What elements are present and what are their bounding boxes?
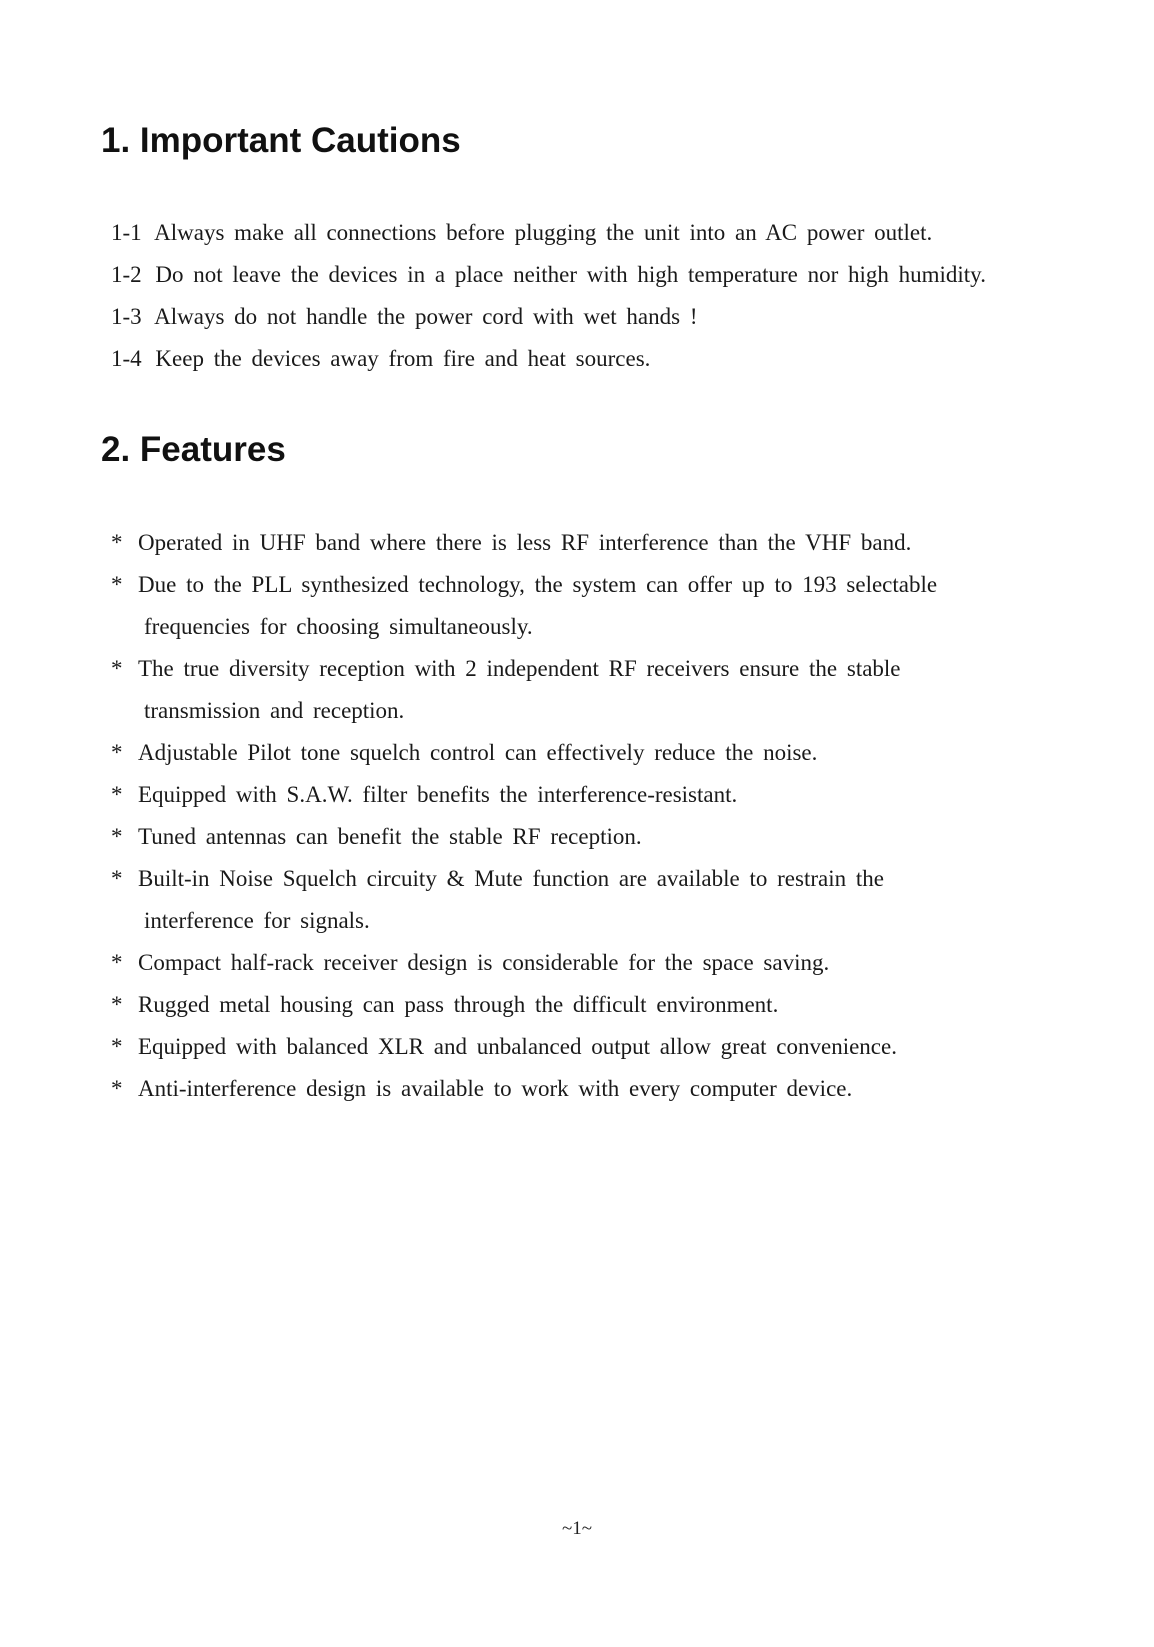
feature-item bbox=[111, 816, 1121, 858]
caution-item bbox=[111, 254, 1121, 296]
features-list bbox=[111, 522, 1121, 1110]
feature-item bbox=[111, 564, 1121, 648]
feature-text: Built-in Noise Squelch circuity & Mute function are available to restrain the bbox=[138, 866, 884, 891]
cautions-heading: 1. Important Cautions bbox=[101, 121, 461, 160]
caution-number: 1-2 bbox=[111, 262, 142, 287]
feature-text: The true diversity reception with 2 independent RF receivers ensure the stable bbox=[138, 656, 901, 681]
feature-item bbox=[111, 984, 1121, 1026]
feature-text: Anti-interference design is available to work with every computer device. bbox=[138, 1076, 853, 1101]
feature-text: Equipped with S.A.W. filter benefits the interference-resistant. bbox=[138, 782, 738, 807]
features-heading: 2. Features bbox=[101, 430, 286, 469]
bullet-asterisk: * bbox=[111, 950, 123, 975]
feature-text: Rugged metal housing can pass through the difficult environment. bbox=[138, 992, 779, 1017]
feature-text: Compact half-rack receiver design is considerable for the space saving. bbox=[138, 950, 830, 975]
caution-number: 1-1 bbox=[111, 220, 142, 245]
feature-item bbox=[111, 732, 1121, 774]
bullet-asterisk: * bbox=[111, 992, 123, 1017]
caution-item bbox=[111, 296, 1121, 338]
caution-text: Do not leave the devices in a place neither with high temperature nor high humidity. bbox=[155, 262, 986, 287]
feature-item bbox=[111, 1026, 1121, 1068]
feature-item bbox=[111, 1068, 1121, 1110]
caution-text: Always make all connections before plugging the unit into an AC power outlet. bbox=[154, 220, 933, 245]
bullet-asterisk: * bbox=[111, 824, 123, 849]
bullet-asterisk: * bbox=[111, 656, 123, 681]
feature-text: Tuned antennas can benefit the stable RF reception. bbox=[138, 824, 642, 849]
bullet-asterisk: * bbox=[111, 866, 123, 891]
bullet-asterisk: * bbox=[111, 740, 123, 765]
bullet-asterisk: * bbox=[111, 1034, 123, 1059]
feature-item bbox=[111, 648, 1121, 732]
feature-text-continued: interference for signals. bbox=[144, 908, 370, 933]
caution-text: Always do not handle the power cord with wet hands ! bbox=[154, 304, 698, 329]
feature-text: Adjustable Pilot tone squelch control can effectively reduce the noise. bbox=[138, 740, 818, 765]
bullet-asterisk: * bbox=[111, 572, 123, 597]
caution-item bbox=[111, 338, 1121, 380]
bullet-asterisk: * bbox=[111, 530, 123, 555]
caution-text: Keep the devices away from fire and heat sources. bbox=[155, 346, 651, 371]
feature-text: Operated in UHF band where there is less RF interference than the VHF band. bbox=[138, 530, 912, 555]
bullet-asterisk: * bbox=[111, 1076, 123, 1101]
feature-text-continued: frequencies for choosing simultaneously. bbox=[144, 614, 533, 639]
feature-text: Equipped with balanced XLR and unbalanced output allow great convenience. bbox=[138, 1034, 897, 1059]
page-number: ~1~ bbox=[561, 1518, 593, 1539]
feature-item bbox=[111, 522, 1121, 564]
cautions-list bbox=[111, 212, 1121, 380]
feature-item bbox=[111, 942, 1121, 984]
feature-item bbox=[111, 774, 1121, 816]
feature-text: Due to the PLL synthesized technology, the system can offer up to 193 selectable bbox=[138, 572, 938, 597]
caution-number: 1-3 bbox=[111, 304, 142, 329]
feature-item bbox=[111, 858, 1121, 942]
caution-number: 1-4 bbox=[111, 346, 142, 371]
caution-item bbox=[111, 212, 1121, 254]
feature-text-continued: transmission and reception. bbox=[144, 698, 405, 723]
bullet-asterisk: * bbox=[111, 782, 123, 807]
